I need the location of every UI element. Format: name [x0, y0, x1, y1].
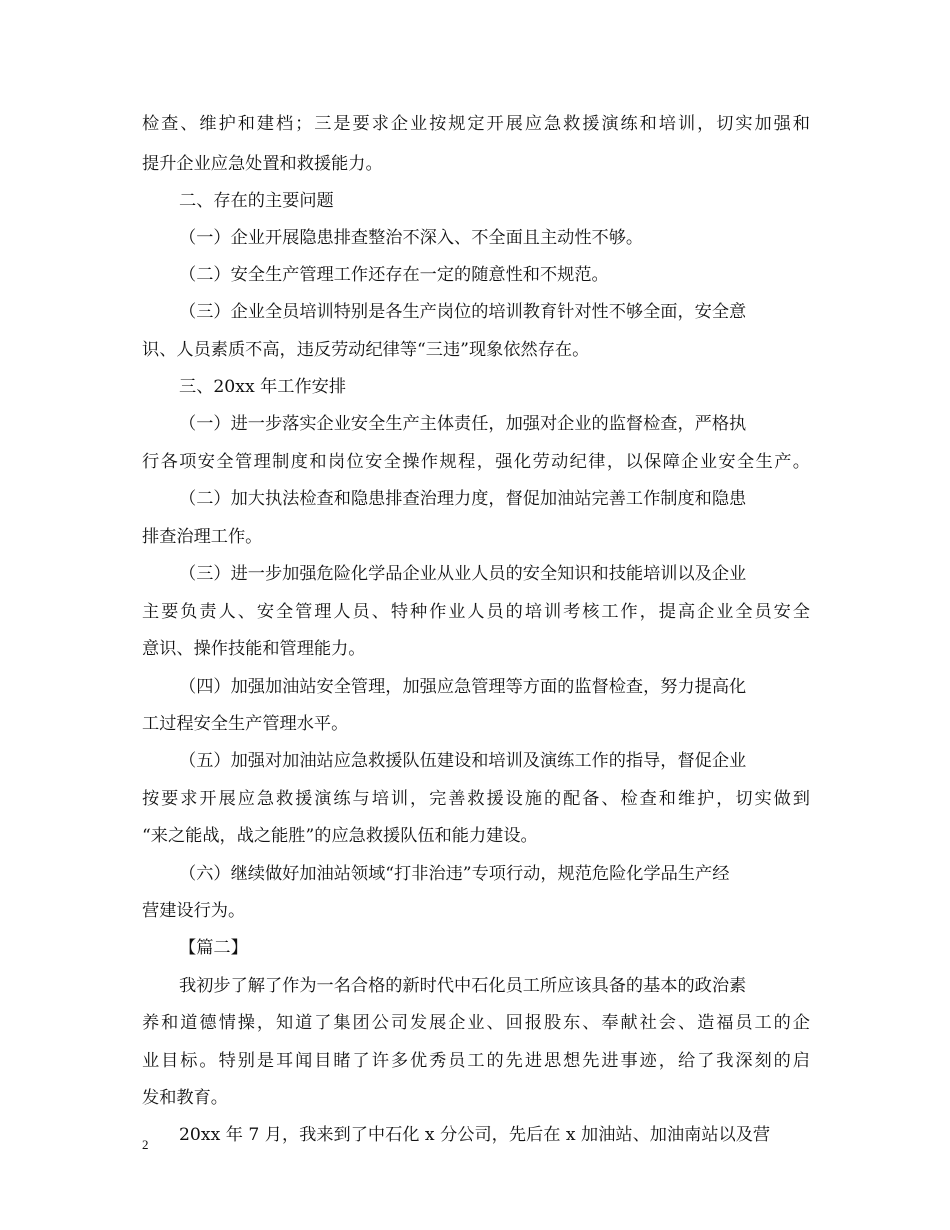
list-item: （三）企业全员培训特别是各生产岗位的培训教育针对性不够全面，安全意 [179, 302, 747, 322]
text-line: 排查治理工作。 [142, 527, 263, 547]
text-line: 行各项安全管理制度和岗位安全操作规程，强化劳动纪律，以保障企业安全生产。 [142, 452, 810, 472]
text-line: 养和道德情操，知道了集团公司发展企业、回报股东、奉献社会、造福员工的企 [142, 1013, 810, 1033]
list-item: （一）进一步落实企业安全生产主体责任，加强对企业的监督检查，严格执 [179, 414, 747, 434]
text-line: 意识、操作技能和管理能力。 [142, 639, 366, 659]
section-heading: 【篇二】 [179, 938, 248, 958]
text-line: 检查、维护和建档；三是要求企业按规定开展应急救援演练和培训，切实加强和 [142, 114, 810, 134]
text-line: 工过程安全生产管理水平。 [142, 714, 349, 734]
text-line: 识、人员素质不高，违反劳动纪律等“三违”现象依然存在。 [142, 340, 590, 360]
list-item: （一）企业开展隐患排查整治不深入、不全面且主动性不够。 [179, 228, 644, 248]
paragraph-start: 20xx 年 7 月，我来到了中石化 x 分公司，先后在 x 加油站、加油南站以及营 [179, 1125, 771, 1145]
list-item: （六）继续做好加油站领域“打非治违”专项行动，规范危险化学品生产经 [179, 864, 730, 884]
list-item: （三）进一步加强危险化学品企业从业人员的安全知识和技能培训以及企业 [179, 564, 747, 584]
list-item: （五）加强对加油站应急救援队伍建设和培训及演练工作的指导，督促企业 [179, 751, 747, 771]
text-line: 按要求开展应急救援演练与培训，完善救援设施的配备、检查和维护，切实做到 [142, 789, 810, 809]
text-line: 主要负责人、安全管理人员、特种作业人员的培训考核工作，提高企业全员安全 [142, 602, 810, 622]
paragraph-start: 我初步了解了作为一名合格的新时代中石化员工所应该具备的基本的政治素 [179, 976, 747, 996]
text-line: 业目标。特别是耳闻目睹了许多优秀员工的先进思想先进事迹，给了我深刻的启 [142, 1051, 810, 1071]
text-line: 发和教育。 [142, 1088, 228, 1108]
text-line: 提升企业应急处置和救援能力。 [142, 154, 383, 174]
text-line: “来之能战，战之能胜”的应急救援队伍和能力建设。 [142, 826, 538, 846]
section-heading: 三、20xx 年工作安排 [179, 377, 347, 397]
section-heading: 二、存在的主要问题 [179, 191, 334, 211]
list-item: （二）加大执法检查和隐患排查治理力度，督促加油站完善工作制度和隐患 [179, 489, 747, 509]
list-item: （四）加强加油站安全管理，加强应急管理等方面的监督检查，努力提高化 [179, 677, 747, 697]
page-number: 2 [142, 1137, 149, 1152]
text-line: 营建设行为。 [142, 901, 246, 921]
list-item: （二）安全生产管理工作还存在一定的随意性和不规范。 [179, 265, 609, 285]
